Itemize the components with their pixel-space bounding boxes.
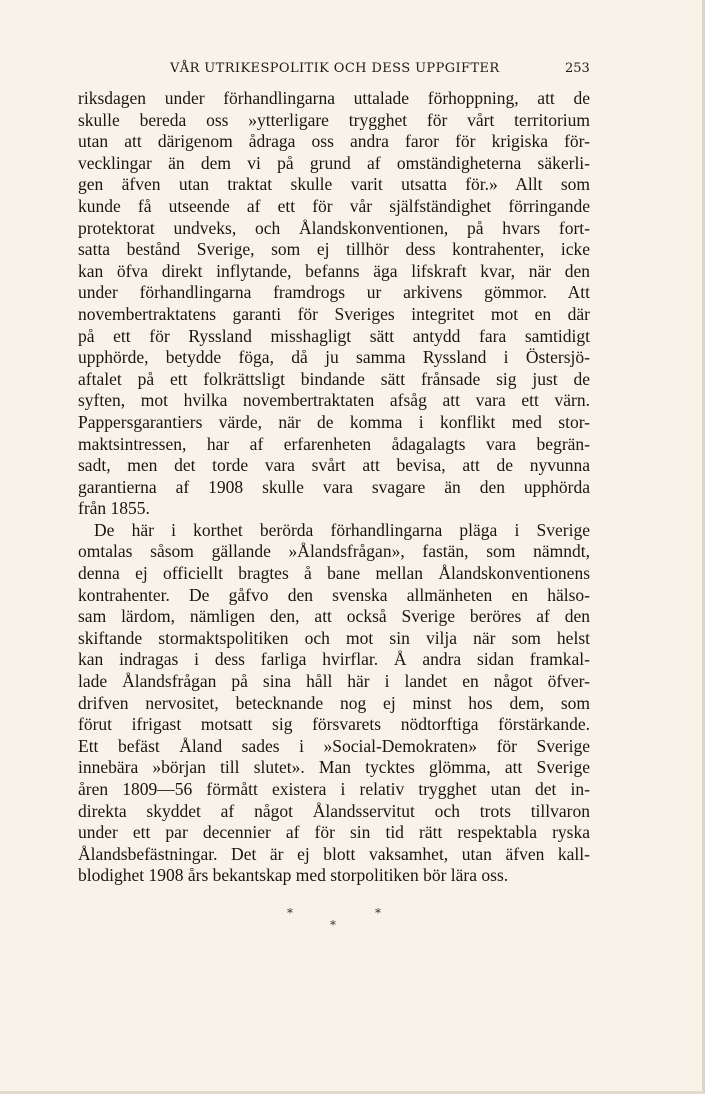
text-line: Ett befäst Åland sades i »Social-Demokraten» för Sverige [78, 735, 590, 756]
text-line: på ett för Ryssland misshagligt sätt antydd fara samtidigt [78, 325, 590, 346]
text-line: aftalet på ett folkrättsligt bindande sätt frånsade sig just de [78, 368, 590, 389]
text-line: skiftande stormaktspolitiken och mot sin vilja när som helst [78, 627, 590, 648]
text-line: direkta skyddet af något Ålandsservitut och trots tillvaron [78, 800, 590, 821]
text-line: Ålandsbefästningar. Det är ej blott vaksamhet, utan äfven kall- [78, 843, 590, 864]
text-line: Pappersgarantiers värde, när de komma i konflikt med stor- [78, 411, 590, 432]
text-line: novembertraktatens garanti för Sveriges integritet mot en där [78, 303, 590, 324]
text-line: denna ej officiellt bragtes å bane mellan Ålandskonventionens [78, 563, 590, 584]
text-line: från 1855. [78, 498, 150, 519]
text-line: kontrahenter. De gåfvo den svenska allmänheten en hälso- [78, 584, 590, 605]
text-line: garantierna af 1908 skulle vara svagare än den upphörda [78, 476, 590, 497]
text-line: under förhandlingarna framdrogs ur arkivens gömmor. Att [78, 282, 590, 303]
text-line: utan att därigenom ådraga oss andra faror för krigiska för- [78, 131, 590, 152]
page-number: 253 [565, 61, 590, 76]
text-line: innebära »början till slutet». Man tycktes glömma, att Sverige [78, 757, 590, 778]
text-line: sam lärdom, nämligen den, att också Sverige beröres af den [78, 606, 590, 627]
text-line: riksdagen under förhandlingarna uttalade förhoppning, att de [78, 88, 590, 108]
text-line: kan indragas i dess farliga hvirflar. Å andra sidan framkal- [78, 649, 590, 670]
running-title: VÅR UTRIKESPOLITIK OCH DESS UPPGIFTER [170, 61, 500, 76]
text-line: skulle bereda oss »ytterligare trygghet för vårt territorium [78, 109, 590, 130]
text-line: vecklingar än dem vi på grund af omständigheterna säkerli- [78, 152, 590, 173]
text-line: upphörde, betydde föga, då ju samma Ryssland i Östersjö- [78, 347, 590, 368]
text-line: drifven nervositet, betecknande nog ej minst hos dem, som [78, 692, 590, 713]
text-line: protektorat undveks, och Ålandskonventionen, på hvars fort- [78, 217, 590, 238]
text-line: gen äfven utan traktat skulle varit utsatta för.» Allt som [78, 174, 590, 195]
section-break-asterisks [0, 906, 705, 946]
asterisk-center: * [330, 918, 336, 932]
running-head [0, 58, 705, 80]
text-line: kan öfva direkt inflytande, befanns äga lifskraft kvar, när den [78, 260, 590, 281]
text-line: åren 1809—56 förmått existera i relativ trygghet utan det in- [78, 779, 590, 799]
text-line: maktsintressen, har af erfarenheten ådagalagts vara begrän- [78, 433, 590, 454]
text-line: syften, mot hvilka novembertraktaten afsåg att vara ett värn. [78, 390, 590, 411]
text-line: blodighet 1908 års bekantskap med storpolitiken bör lära oss. [78, 865, 509, 886]
text-line: sadt, men det torde vara svårt att bevisa, att de nyvunna [78, 455, 590, 476]
body-text [78, 88, 590, 887]
text-line: De här i korthet berörda förhandlingarna pläga i Sverige [94, 519, 590, 540]
text-line: satta bestånd Sverige, som ej tillhör dess kontrahenter, icke [78, 239, 590, 260]
text-line: kunde få utseende af ett för vår själfständighet förringande [78, 195, 590, 216]
asterisk-left: * [287, 906, 293, 920]
text-line: omtalas såsom gällande »Ålandsfrågan», fastän, som nämndt, [78, 541, 590, 562]
text-line: förut ifrigast motsatt sig försvarets nödtorftiga förstärkande. [78, 714, 590, 735]
asterisk-right: * [375, 906, 381, 920]
text-line: under ett par decennier af för sin tid rätt respektabla ryska [78, 822, 590, 843]
text-line: lade Ålandsfrågan på sina håll här i landet en något öfver- [78, 671, 590, 692]
